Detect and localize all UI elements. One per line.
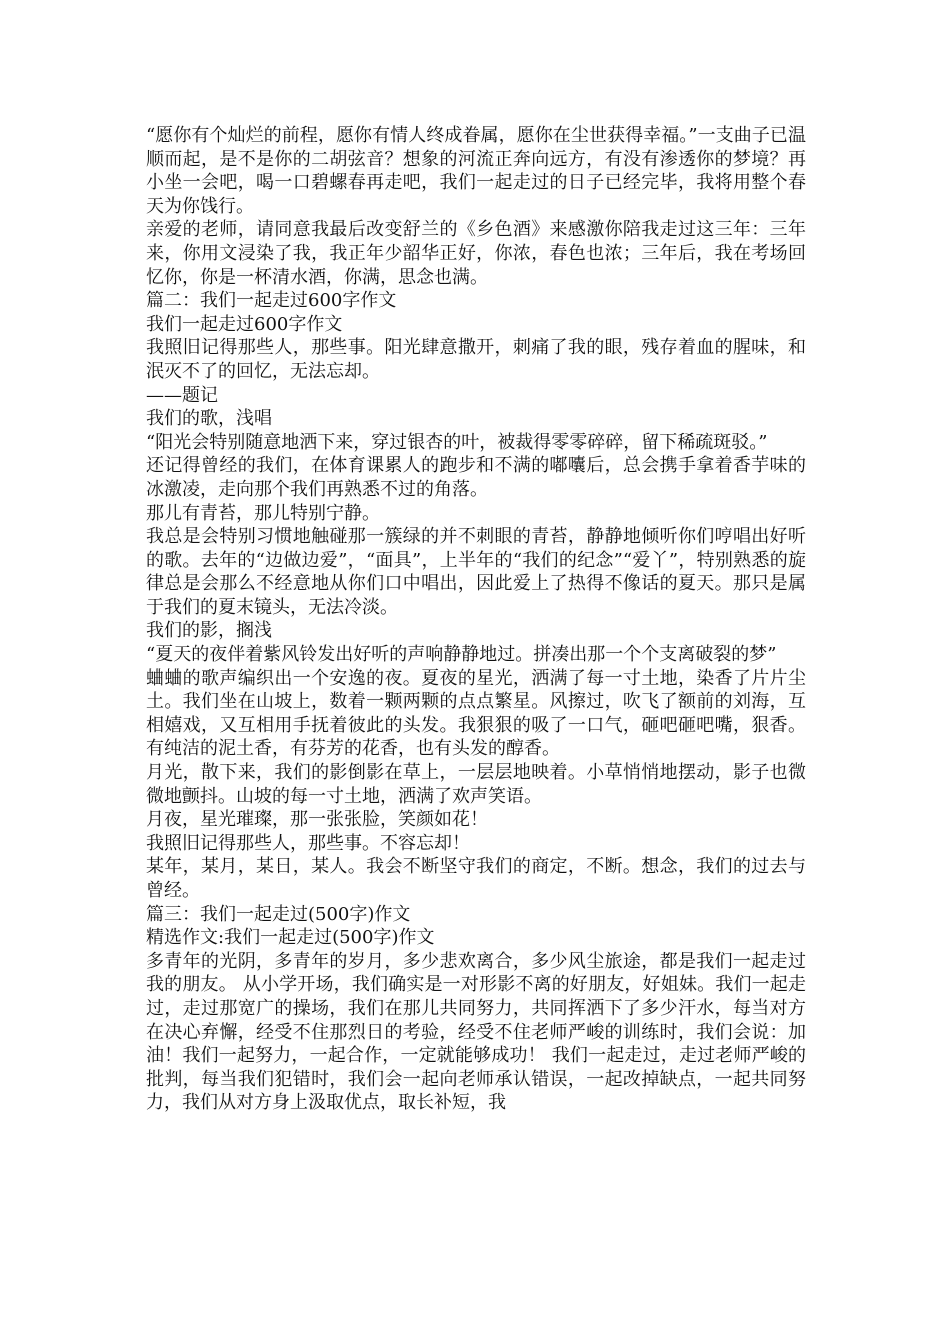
- subheading-shadows: 我们的影，搁浅: [146, 620, 272, 642]
- section-heading-3: 篇三：我们一起走过(500字)作文: [146, 903, 411, 925]
- section-heading-2: 篇二：我们一起走过600字作文: [146, 290, 397, 312]
- paragraph-4: 还记得曾经的我们，在体育课累人的跑步和不满的嘟囔后，总会携手拿着香芋味的冰激凌，走向那个我们再熟悉不过的角落。: [146, 455, 806, 500]
- essay-title-2: 我们一起走过600字作文: [146, 313, 343, 335]
- subheading-songs: 我们的歌，浅唱: [146, 408, 272, 430]
- essay-title-3: 精选作文:我们一起走过(500字)作文: [146, 927, 435, 949]
- paragraph-8: 月光，散下来，我们的影倒影在草上，一层层地映着。小草悄悄地摆动，影子也微微地颤抖。山坡的每一寸土地，洒满了欢声笑语。: [146, 762, 806, 807]
- paragraph-6: 我总是会特别习惯地触碰那一簇绿的并不刺眼的青苔，静静地倾听你们哼唱出好听的歌。去年的“边做边爱”，“面具”，上半年的“我们的纪念”“爱丫”，特别熟悉的旋律总是会那么不经意地从你们口中唱出，因此爱上了热得不像话的夏天。那只是属于我们的夏末镜头，无法冷淡。: [146, 526, 806, 618]
- paragraph-7: 蛐蛐的歌声编织出一个安逸的夜。夏夜的星光，洒满了每一寸土地，染香了片片尘土。我们坐在山坡上，数着一颗两颗的点点繁星。风擦过，吹飞了额前的刘海，互相嬉戏，又互相用手抚着彼此的头发。我狠狠的吸了一口气，砸吧砸吧嘴，狠香。有纯洁的泥土香，有芬芳的花香，也有头发的醇香。: [146, 667, 806, 760]
- paragraph-3: 我照旧记得那些人，那些事。阳光肆意撒开，刺痛了我的眼，残存着血的腥味，和泯灭不了的回忆，无法忘却。: [146, 337, 806, 382]
- paragraph-2: 亲爱的老师，请同意我最后改变舒兰的《乡色酒》来感激你陪我走过这三年：三年来，你用文浸染了我，我正年少韶华正好，你浓，春色也浓；三年后，我在考场回忆你，你是一杯清水酒，你满，思念也满。: [146, 219, 806, 288]
- document-body: [146, 124, 806, 1115]
- paragraph-11: 某年，某月，某日，某人。我会不断坚守我们的商定，不断。想念，我们的过去与曾经。: [146, 856, 806, 901]
- paragraph-10: 我照旧记得那些人，那些事。不容忘却！: [146, 832, 470, 854]
- epigraph-label: ——题记: [146, 384, 218, 406]
- paragraph-9: 月夜，星光璀璨，那一张张脸，笑颜如花！: [146, 809, 488, 831]
- paragraph-5: 那儿有青苔，那儿特别宁静。: [146, 502, 380, 524]
- quote-1: “阳光会特别随意地洒下来，穿过银杏的叶，被裁得零零碎碎，留下稀疏斑驳。”: [146, 431, 768, 453]
- paragraph-1: “愿你有个灿烂的前程，愿你有情人终成眷属，愿你在尘世获得幸福。”一支曲子已温顺而起，是不是你的二胡弦音？想象的河流正奔向远方，有没有渗透你的梦境？再小坐一会吧，喝一口碧螺春再走吧，我们一起走过的日子已经完毕，我将用整个春天为你饯行。: [146, 125, 806, 217]
- paragraph-12: 多青年的光阴，多青年的岁月，多少悲欢离合，多少风尘旅途，都是我们一起走过我的朋友。 从小学开场，我们确实是一对形影不离的好朋友，好姐妹。我们一起走过，走过那宽广的操场，我们在那儿共同努力，共同挥洒下了多少汗水，每当对方在决心弃懈，经受不住那烈日的考验，经受不住老师严峻的训练时，我们会说：加油！我们一起努力，一起合作，一定就能够成功！ 我们一起走过，走过老师严峻的批判，每当我们犯错时，我们会一起向老师承认错误，一起改掉缺点，一起共同努力，我们从对方身上汲取优点，取长补短，我: [146, 950, 806, 1114]
- quote-2: “夏天的夜伴着紫风铃发出好听的声响静静地过。拼凑出那一个个支离破裂的梦”: [146, 644, 777, 666]
